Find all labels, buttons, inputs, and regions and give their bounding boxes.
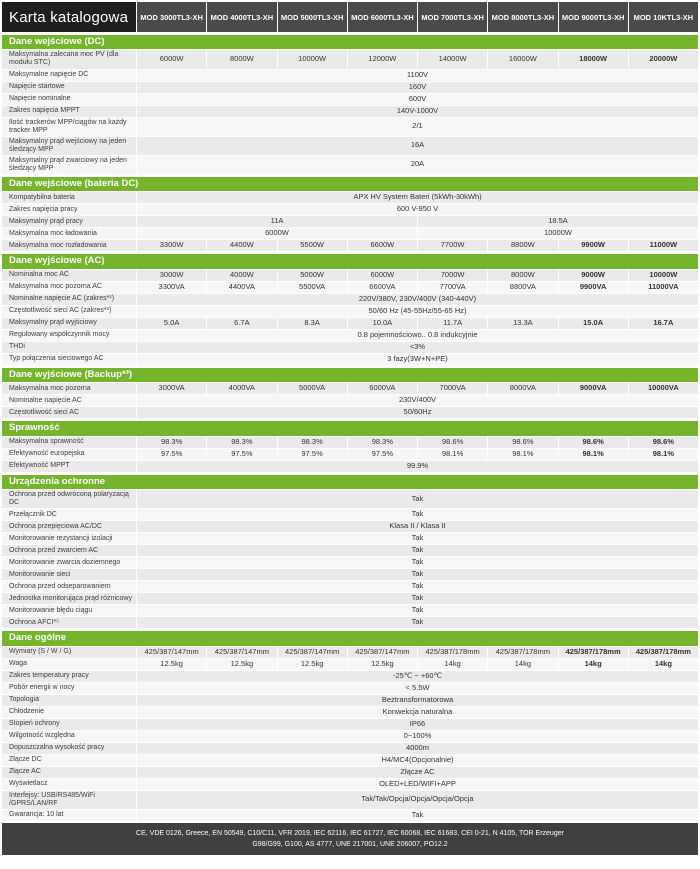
value-cell: Tak: [137, 593, 698, 604]
value-cell: 98.3%: [137, 437, 206, 448]
row-label: Maksymalna zalecana moc PV (dla modułu STC): [2, 50, 136, 68]
value-cell: 0.8 pojemnościowo.. 0.8 indukcyjnie: [137, 330, 698, 341]
value-cell: 4000W: [207, 270, 276, 281]
table-row: [2, 810, 698, 821]
value-cell: 10000W: [418, 228, 698, 239]
value-cell: 3000W: [137, 270, 206, 281]
row-label: Regulowany współczynnik mocy: [2, 330, 136, 341]
row-label: Efektywność europejska: [2, 449, 136, 460]
table-row: [2, 791, 698, 809]
section-header-1: Dane wejściowe (bateria DC): [2, 177, 698, 191]
value-cell: 98.1%: [629, 449, 698, 460]
value-cell: 9000W: [559, 270, 628, 281]
table-row: [2, 50, 698, 68]
table-row: [2, 743, 698, 754]
table-row: [2, 106, 698, 117]
table-row: [2, 509, 698, 520]
row-label: Ochrona przed odseparowaniem: [2, 581, 136, 592]
value-cell: 8.3A: [278, 318, 347, 329]
value-cell: 7700VA: [418, 282, 487, 293]
value-cell: 4000VA: [207, 383, 276, 394]
value-cell: 6000W: [137, 228, 417, 239]
row-label: Maksymalna moc pozorna AC: [2, 282, 136, 293]
value-cell: Tak: [137, 509, 698, 520]
value-cell: 98.1%: [488, 449, 557, 460]
value-cell: 98.6%: [418, 437, 487, 448]
table-row: [2, 330, 698, 341]
value-cell: Złącze AC: [137, 767, 698, 778]
section-header-2: Dane wyjściowe (AC): [2, 254, 698, 268]
value-cell: 600V: [137, 94, 698, 105]
value-cell: 3 fazy(3W+N+PE): [137, 354, 698, 365]
value-cell: Tak: [137, 490, 698, 508]
value-cell: 97.5%: [137, 449, 206, 460]
value-cell: 16.7A: [629, 318, 698, 329]
value-cell: 11000W: [629, 240, 698, 251]
table-header-row: [2, 2, 698, 32]
value-cell: 12.5kg: [278, 659, 347, 670]
row-label: Maksymalny prąd pracy: [2, 216, 136, 227]
certifications-footer: [2, 823, 698, 855]
row-label: Przełącznik DC: [2, 509, 136, 520]
value-cell: 3300W: [137, 240, 206, 251]
value-cell: 160V: [137, 82, 698, 93]
value-cell: 98.3%: [207, 437, 276, 448]
value-cell: 14kg: [559, 659, 628, 670]
value-cell: APX HV System Bateri (5kWh-30kWh): [137, 192, 698, 203]
value-cell: 230V/400V: [137, 395, 698, 406]
value-cell: 50/60Hz: [137, 407, 698, 418]
value-cell: Tak: [137, 533, 698, 544]
value-cell: 8000W: [207, 50, 276, 68]
value-cell: 14000W: [418, 50, 487, 68]
table-row: [2, 593, 698, 604]
row-label: Zakres napięcia MPPT: [2, 106, 136, 117]
spec-table: [2, 35, 698, 821]
value-cell: 16000W: [488, 50, 557, 68]
value-cell: 20000W: [629, 50, 698, 68]
value-cell: 425/387/147mm: [137, 647, 206, 658]
table-row: [2, 767, 698, 778]
value-cell: Tak: [137, 617, 698, 628]
table-row: [2, 437, 698, 448]
value-cell: 3300VA: [137, 282, 206, 293]
row-label: Ilość trackerów MPP/ciągów na każdy tracker MPP: [2, 118, 136, 136]
value-cell: Tak: [137, 581, 698, 592]
model-column-header: MOD 9000TL3-XH: [559, 2, 628, 32]
value-cell: -25℃ ~ +60℃: [137, 671, 698, 682]
row-label: Efektywność MPPT: [2, 461, 136, 472]
row-label: Ochrona przed zwarciem AC: [2, 545, 136, 556]
table-row: [2, 671, 698, 682]
row-label: Wyświetlacz: [2, 779, 136, 790]
row-label: Częstotliwość sieci AC (zakres*²): [2, 306, 136, 317]
certifications-line: G98/G99, G100, AS 4777, UNE 217001, UNE 206007, PO12.2: [252, 840, 448, 848]
value-cell: 97.5%: [278, 449, 347, 460]
table-row: [2, 192, 698, 203]
value-cell: 14kg: [629, 659, 698, 670]
value-cell: 425/387/178mm: [488, 647, 557, 658]
value-cell: 425/387/147mm: [348, 647, 417, 658]
row-label: Częstotliwość sieci AC: [2, 407, 136, 418]
table-row: [2, 461, 698, 472]
table-row: [2, 707, 698, 718]
value-cell: 10000W: [629, 270, 698, 281]
value-cell: 6000W: [348, 270, 417, 281]
row-label: Chłodzenie: [2, 707, 136, 718]
table-row: [2, 779, 698, 790]
value-cell: 98.1%: [559, 449, 628, 460]
section-header-4: Sprawność: [2, 421, 698, 435]
value-cell: 4400W: [207, 240, 276, 251]
row-label: Maksymalny prąd wejściowy na jeden śledzący MPP: [2, 137, 136, 155]
table-row: [2, 490, 698, 508]
value-cell: Klasa II / Klasa II: [137, 521, 698, 532]
row-label: Monitorowanie zwarcia doziemnego: [2, 557, 136, 568]
value-cell: 13.3A: [488, 318, 557, 329]
table-row: [2, 270, 698, 281]
value-cell: Tak/Tak/Opcja/Opcja/Opcja/Opcja: [137, 791, 698, 809]
value-cell: 600 V-950 V: [137, 204, 698, 215]
row-label: Nominalne napięcie AC (zakres*¹): [2, 294, 136, 305]
value-cell: IP66: [137, 719, 698, 730]
model-column-header: MOD 6000TL3-XH: [348, 2, 417, 32]
value-cell: 1100V: [137, 70, 698, 81]
value-cell: Tak: [137, 557, 698, 568]
value-cell: 5000W: [278, 270, 347, 281]
value-cell: 7000VA: [418, 383, 487, 394]
row-label: Monitorowanie sieci: [2, 569, 136, 580]
row-label: THDi: [2, 342, 136, 353]
row-label: Ochrona przed odwróconą polaryzacją DC: [2, 490, 136, 508]
row-label: Zakres napięcia pracy: [2, 204, 136, 215]
model-column-header: MOD 7000TL3-XH: [418, 2, 487, 32]
value-cell: 98.6%: [559, 437, 628, 448]
value-cell: 14kg: [488, 659, 557, 670]
value-cell: <3%: [137, 342, 698, 353]
value-cell: 0~100%: [137, 731, 698, 742]
row-label: Waga: [2, 659, 136, 670]
value-cell: 50/60 Hz (45-55Hz/55-65 Hz): [137, 306, 698, 317]
value-cell: 8800W: [488, 240, 557, 251]
section-header-3: Dane wyjściowe (Backup*³): [2, 368, 698, 382]
row-label: Maksymalna moc ładowania: [2, 228, 136, 239]
value-cell: 10.0A: [348, 318, 417, 329]
table-row: [2, 647, 698, 658]
value-cell: Tak: [137, 810, 698, 821]
row-label: Wilgotność względna: [2, 731, 136, 742]
value-cell: 6000W: [137, 50, 206, 68]
value-cell: 97.5%: [348, 449, 417, 460]
value-cell: 220V/380V, 230V/400V (340-440V): [137, 294, 698, 305]
row-label: Maksymalny prąd wyjściowy: [2, 318, 136, 329]
value-cell: 98.6%: [488, 437, 557, 448]
table-row: [2, 354, 698, 365]
value-cell: 98.1%: [418, 449, 487, 460]
value-cell: 98.6%: [629, 437, 698, 448]
table-row: [2, 118, 698, 136]
value-cell: 7700W: [418, 240, 487, 251]
row-label: Maksymalna moc pozorna: [2, 383, 136, 394]
row-label: Nominalne napięcie AC: [2, 395, 136, 406]
table-row: [2, 216, 698, 227]
value-cell: 6000VA: [348, 383, 417, 394]
row-label: Jednostka monitorująca prąd różnicowy: [2, 593, 136, 604]
table-row: [2, 557, 698, 568]
table-row: [2, 605, 698, 616]
table-row: [2, 683, 698, 694]
value-cell: 98.3%: [348, 437, 417, 448]
value-cell: 425/387/178mm: [418, 647, 487, 658]
value-cell: Beztransformatorowa: [137, 695, 698, 706]
row-label: Pobór energii w nocy: [2, 683, 136, 694]
value-cell: 5500VA: [278, 282, 347, 293]
section-header-5: Urządzenia ochronne: [2, 475, 698, 489]
model-column-header: MOD 3000TL3-XH: [137, 2, 206, 32]
table-row: [2, 449, 698, 460]
table-row: [2, 383, 698, 394]
row-label: Stopień ochrony: [2, 719, 136, 730]
value-cell: 7000W: [418, 270, 487, 281]
section-header-0: Dane wejściowe (DC): [2, 35, 698, 49]
value-cell: 8000W: [488, 270, 557, 281]
value-cell: 9900VA: [559, 282, 628, 293]
section-header-6: Dane ogólne: [2, 631, 698, 645]
table-row: [2, 204, 698, 215]
table-row: [2, 306, 698, 317]
table-row: [2, 545, 698, 556]
table-row: [2, 521, 698, 532]
value-cell: 9000VA: [559, 383, 628, 394]
value-cell: 16A: [137, 137, 698, 155]
value-cell: 97.5%: [207, 449, 276, 460]
row-label: Topologia: [2, 695, 136, 706]
value-cell: 20A: [137, 156, 698, 174]
value-cell: 98.3%: [278, 437, 347, 448]
value-cell: 99.9%: [137, 461, 698, 472]
table-row: [2, 240, 698, 251]
row-label: Maksymalna moc rozładowania: [2, 240, 136, 251]
value-cell: 18.5A: [418, 216, 698, 227]
value-cell: 8000VA: [488, 383, 557, 394]
table-row: [2, 695, 698, 706]
value-cell: 12.5kg: [348, 659, 417, 670]
value-cell: 425/387/147mm: [207, 647, 276, 658]
page-title: Karta katalogowa: [2, 2, 136, 32]
row-label: Monitorowanie rezystancji izolacji: [2, 533, 136, 544]
table-row: [2, 228, 698, 239]
model-column-header: MOD 5000TL3-XH: [278, 2, 347, 32]
table-row: [2, 395, 698, 406]
row-label: Ochrona przepięciowa AC/DC: [2, 521, 136, 532]
row-label: Interfejsy: USB/RS485/WiFi /GPRS/LAN/RF: [2, 791, 136, 809]
row-label: Nominalna moc AC: [2, 270, 136, 281]
row-label: Zakres temperatury pracy: [2, 671, 136, 682]
value-cell: 6600VA: [348, 282, 417, 293]
table-row: [2, 282, 698, 293]
value-cell: 18000W: [559, 50, 628, 68]
value-cell: 425/387/178mm: [559, 647, 628, 658]
row-label: Maksymalne napięcie DC: [2, 70, 136, 81]
model-column-header: MOD 8000TL3-XH: [488, 2, 557, 32]
value-cell: Tak: [137, 545, 698, 556]
row-label: Gwarancja: 10 lat: [2, 810, 136, 821]
value-cell: 6600W: [348, 240, 417, 251]
value-cell: 6.7A: [207, 318, 276, 329]
value-cell: 8800VA: [488, 282, 557, 293]
value-cell: 140V-1000V: [137, 106, 698, 117]
value-cell: 425/387/178mm: [629, 647, 698, 658]
value-cell: 15.0A: [559, 318, 628, 329]
value-cell: 3000VA: [137, 383, 206, 394]
value-cell: 11.7A: [418, 318, 487, 329]
table-row: [2, 156, 698, 174]
table-row: [2, 569, 698, 580]
row-label: Złącze DC: [2, 755, 136, 766]
row-label: Napięcie startowe: [2, 82, 136, 93]
table-row: [2, 731, 698, 742]
row-label: Napięcie nominalne: [2, 94, 136, 105]
table-row: [2, 659, 698, 670]
value-cell: Tak: [137, 605, 698, 616]
value-cell: 4400VA: [207, 282, 276, 293]
row-label: Maksymalna sprawność: [2, 437, 136, 448]
value-cell: 12.5kg: [207, 659, 276, 670]
value-cell: OLED+LED/WIFI+APP: [137, 779, 698, 790]
value-cell: 10000VA: [629, 383, 698, 394]
row-label: Dopuszczalna wysokość pracy: [2, 743, 136, 754]
table-row: [2, 70, 698, 81]
value-cell: Tak: [137, 569, 698, 580]
table-row: [2, 94, 698, 105]
row-label: Monitorowanie błędu ciągu: [2, 605, 136, 616]
value-cell: 14kg: [418, 659, 487, 670]
table-row: [2, 533, 698, 544]
value-cell: 5000VA: [278, 383, 347, 394]
row-label: Typ połączenia sieciowego AC: [2, 354, 136, 365]
row-label: Kompatybilna bateria: [2, 192, 136, 203]
table-row: [2, 719, 698, 730]
value-cell: 5.0A: [137, 318, 206, 329]
row-label: Złącze AC: [2, 767, 136, 778]
value-cell: H4/MC4(Opcjonalnie): [137, 755, 698, 766]
row-label: Ochrona AFCI*⁵: [2, 617, 136, 628]
table-row: [2, 617, 698, 628]
value-cell: 2/1: [137, 118, 698, 136]
table-row: [2, 137, 698, 155]
value-cell: 10000W: [278, 50, 347, 68]
row-label: Maksymalny prąd zwarciowy na jeden śledzący MPP: [2, 156, 136, 174]
table-row: [2, 294, 698, 305]
table-row: [2, 755, 698, 766]
value-cell: 5500W: [278, 240, 347, 251]
row-label: Wymiary (S / W / G): [2, 647, 136, 658]
table-row: [2, 581, 698, 592]
model-column-header: MOD 10KTL3-XH: [629, 2, 698, 32]
value-cell: 11A: [137, 216, 417, 227]
table-row: [2, 407, 698, 418]
value-cell: 4000m: [137, 743, 698, 754]
table-row: [2, 342, 698, 353]
certifications-line: CE, VDE 0126, Greece, EN 50549, C10/C11, VFR 2019, IEC 62116, IEC 61727, IEC 60068, IEC 61683, CEI 0-21, N 4105, TOR Erzeuger: [136, 829, 564, 837]
value-cell: 11000VA: [629, 282, 698, 293]
model-column-header: MOD 4000TL3-XH: [207, 2, 276, 32]
table-row: [2, 82, 698, 93]
table-row: [2, 318, 698, 329]
value-cell: 12.5kg: [137, 659, 206, 670]
value-cell: 9900W: [559, 240, 628, 251]
value-cell: Konwekcja naturalna: [137, 707, 698, 718]
value-cell: < 5.5W: [137, 683, 698, 694]
value-cell: 12000W: [348, 50, 417, 68]
value-cell: 425/387/147mm: [278, 647, 347, 658]
